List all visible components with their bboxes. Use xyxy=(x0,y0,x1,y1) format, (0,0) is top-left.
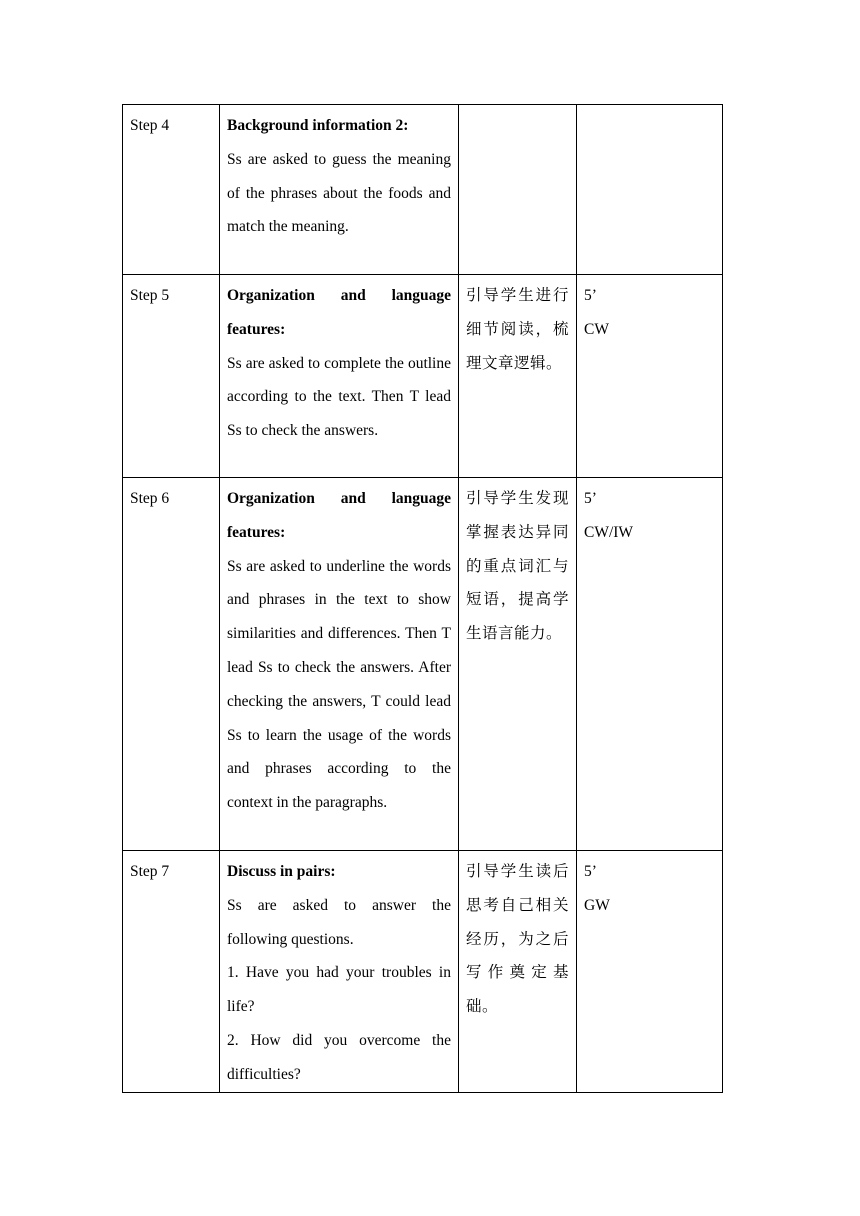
activity-text: Ss are asked to answer the following questions. xyxy=(227,896,451,948)
activity-cell xyxy=(220,275,459,478)
activity-heading: Discuss in pairs: xyxy=(227,863,336,880)
activity-cell xyxy=(220,105,459,275)
step-label: Step 5 xyxy=(130,287,170,304)
table-row-step-5 xyxy=(123,275,723,478)
activity-cell xyxy=(220,851,459,1093)
activity-cell xyxy=(220,478,459,851)
purpose-text: 引导学生发现掌握表达异同的重点词汇与短语，提高学生语言能力。 xyxy=(466,489,569,643)
question-2-text: 2. How did you overcome the difficulties? xyxy=(227,1031,451,1083)
time-form-cell xyxy=(577,478,723,851)
lesson-plan-table xyxy=(122,104,723,1093)
activity-heading: Organization and language features: xyxy=(227,287,451,338)
question-1-text: 1. Have you had your troubles in life? xyxy=(227,964,451,1016)
step-cell xyxy=(123,275,220,478)
purpose-cell xyxy=(459,105,577,275)
table-row-step-6 xyxy=(123,478,723,851)
activity-text: Ss are asked to underline the words and phrases in the text to show similarities and differences. Then T lead Ss to check the answers. After checking the answers, T could lead Ss to learn the usage of the words and phrases according to the context in the paragraphs. xyxy=(227,557,451,812)
step-label: Step 4 xyxy=(130,117,170,134)
time-text: 5’ xyxy=(584,863,597,880)
step-label: Step 6 xyxy=(130,490,170,507)
step-cell xyxy=(123,105,220,275)
form-text: GW xyxy=(584,896,610,914)
time-form-cell xyxy=(577,105,723,275)
step-cell xyxy=(123,851,220,1093)
table-row-step-7 xyxy=(123,851,723,1093)
table-row-step-4 xyxy=(123,105,723,275)
activity-heading: Organization and language features: xyxy=(227,490,451,541)
purpose-cell xyxy=(459,851,577,1093)
time-text: 5’ xyxy=(584,287,597,304)
purpose-text: 引导学生进行细节阅读，梳理文章逻辑。 xyxy=(466,286,569,372)
time-text: 5’ xyxy=(584,490,597,507)
step-label: Step 7 xyxy=(130,863,170,880)
purpose-cell xyxy=(459,275,577,478)
activity-text: Ss are asked to complete the outline according to the text. Then T lead Ss to check the answers. xyxy=(227,354,451,440)
activity-heading: Background information 2: xyxy=(227,117,409,134)
activity-text: Ss are asked to guess the meaning of the phrases about the foods and match the meaning. xyxy=(227,150,451,236)
form-text: CW/IW xyxy=(584,523,634,541)
purpose-text: 引导学生读后思考自己相关经历，为之后写作奠定基础。 xyxy=(466,862,569,1016)
form-text: CW xyxy=(584,320,609,338)
time-form-cell xyxy=(577,275,723,478)
step-cell xyxy=(123,478,220,851)
purpose-cell xyxy=(459,478,577,851)
time-form-cell xyxy=(577,851,723,1093)
